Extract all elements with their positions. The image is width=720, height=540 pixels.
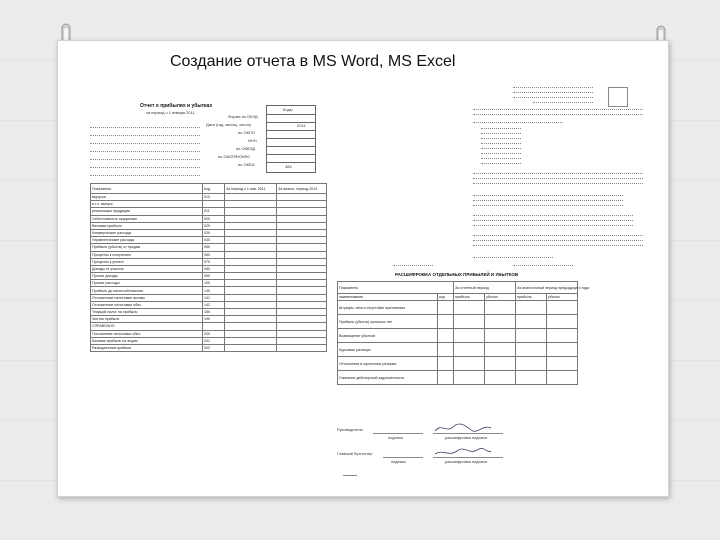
table-row xyxy=(91,287,327,294)
row-label: Коммерческие расходы xyxy=(91,229,203,236)
table-row xyxy=(91,301,327,308)
codes-label: Коды xyxy=(283,107,293,112)
row-code: 190 xyxy=(203,316,225,323)
row-code: 029 xyxy=(203,222,225,229)
col-header: Код xyxy=(203,184,225,194)
row-value-previous xyxy=(277,201,327,208)
row-cell xyxy=(454,329,485,343)
row-value-current xyxy=(225,244,277,251)
row-value-current xyxy=(225,229,277,236)
row-cell xyxy=(438,329,454,343)
table-row xyxy=(91,208,327,215)
row-code: 202 xyxy=(203,344,225,351)
row-cell xyxy=(516,329,547,343)
table-row xyxy=(338,343,578,357)
date-value: 2011 xyxy=(297,123,306,128)
signature-caption: расшифровка подписи xyxy=(445,435,488,440)
row-code: 040 xyxy=(203,237,225,244)
row-cell xyxy=(454,371,485,385)
row-cell xyxy=(438,343,454,357)
row-label: Проценты к получению xyxy=(91,251,203,258)
accountant-label: Главный бухгалтер xyxy=(337,451,373,456)
row-value-previous xyxy=(277,287,327,294)
table-row xyxy=(91,229,327,236)
row-value-current xyxy=(225,201,277,208)
row-value-current xyxy=(225,294,277,301)
row-value-current xyxy=(225,287,277,294)
row-value-previous xyxy=(277,215,327,222)
row-cell xyxy=(485,301,516,315)
row-value-current xyxy=(225,237,277,244)
table-row xyxy=(338,329,578,343)
table-row xyxy=(91,316,327,323)
row-label: СПРАВОЧНО xyxy=(91,323,203,330)
row-label: Отложенные налоговые активы xyxy=(91,294,203,301)
sub-header: прибыль xyxy=(454,294,485,301)
accountant-signature-icon xyxy=(433,445,493,459)
row-label: Отложенные налоговые обяз. xyxy=(91,301,203,308)
row-code: 030 xyxy=(203,229,225,236)
row-cell xyxy=(454,315,485,329)
row-value-previous xyxy=(277,344,327,351)
row-cell xyxy=(485,343,516,357)
row-value-current xyxy=(225,222,277,229)
row-code: 011 xyxy=(203,208,225,215)
row-cell xyxy=(485,371,516,385)
table-row xyxy=(91,215,327,222)
row-value-current xyxy=(225,208,277,215)
okei-value: 384 xyxy=(285,164,292,169)
row-label: Доходы от участия xyxy=(91,265,203,272)
row-value-current xyxy=(225,265,277,272)
row-cell xyxy=(547,343,578,357)
row-code: 201 xyxy=(203,337,225,344)
row-value-previous xyxy=(277,301,327,308)
table-row xyxy=(91,273,327,280)
row-code: 200 xyxy=(203,330,225,337)
okopf-label: по ОКОПФ/ОКФС xyxy=(218,154,251,159)
row-value-current xyxy=(225,309,277,316)
slide-title: Создание отчета в MS Word, MS Excel xyxy=(170,53,456,70)
row-value-previous xyxy=(277,294,327,301)
breakdown-heading: РАСШИФРОВКА ОТДЕЛЬНЫХ ПРИБЫЛЕЙ И УБЫТКОВ xyxy=(395,272,519,277)
row-cell xyxy=(438,371,454,385)
sub-header: код xyxy=(438,294,454,301)
row-code: 010 xyxy=(203,194,225,201)
row-code xyxy=(203,323,225,330)
table-row xyxy=(91,265,327,272)
row-code: 090 xyxy=(203,273,225,280)
table-row xyxy=(91,194,327,201)
form-subheading: за период с 1 января 2011 xyxy=(146,110,195,115)
date-label: Дата (год, месяц, число) xyxy=(206,122,252,127)
row-label: Курсовые разницы xyxy=(338,343,438,357)
col-header: За аналог. период 2010 xyxy=(277,184,327,194)
row-value-previous xyxy=(277,316,327,323)
row-value-current xyxy=(225,330,277,337)
codes-box xyxy=(266,105,316,173)
row-label: Чистая прибыль xyxy=(91,316,203,323)
col-header: За отчетный период xyxy=(454,282,516,294)
col-header: За период с 1 янв. 2011 xyxy=(225,184,277,194)
row-cell xyxy=(438,357,454,371)
row-cell xyxy=(438,315,454,329)
row-value-current xyxy=(225,194,277,201)
row-code: 050 xyxy=(203,244,225,251)
row-value-previous xyxy=(277,194,327,201)
table-row xyxy=(91,280,327,287)
form-heading: Отчет о прибылях и убытках xyxy=(140,103,213,109)
breakdown-form xyxy=(333,79,653,487)
row-label: реализация продукции xyxy=(91,208,203,215)
row-code xyxy=(203,201,225,208)
director-label: Руководитель xyxy=(337,427,363,432)
table-row xyxy=(91,222,327,229)
income-statement-form xyxy=(88,101,328,481)
row-value-current xyxy=(225,251,277,258)
okei-label: по ОКЕИ xyxy=(238,162,255,167)
table-row xyxy=(338,371,578,385)
row-label: Возмещение убытков xyxy=(338,329,438,343)
row-code: 150 xyxy=(203,309,225,316)
row-code: 140 xyxy=(203,287,225,294)
inn-label: ИНН xyxy=(248,138,257,143)
row-label: Управленческие расходы xyxy=(91,237,203,244)
row-value-previous xyxy=(277,330,327,337)
row-cell xyxy=(547,371,578,385)
row-code: 142 xyxy=(203,301,225,308)
row-label: Прочие расходы xyxy=(91,280,203,287)
row-label: Прибыль (убыток) прошлых лет xyxy=(338,315,438,329)
table-row xyxy=(91,344,327,351)
table-row xyxy=(91,258,327,265)
row-value-previous xyxy=(277,273,327,280)
row-value-current xyxy=(225,215,277,222)
income-table xyxy=(90,183,327,352)
row-cell xyxy=(454,301,485,315)
breakdown-table xyxy=(337,281,589,385)
table-row xyxy=(91,330,327,337)
table-row xyxy=(91,251,327,258)
row-cell xyxy=(516,357,547,371)
row-value-previous xyxy=(277,208,327,215)
row-cell xyxy=(547,329,578,343)
row-label: Базовая прибыль на акцию xyxy=(91,337,203,344)
row-cell xyxy=(454,343,485,357)
row-value-current xyxy=(225,316,277,323)
table-row xyxy=(338,301,578,315)
row-value-current xyxy=(225,337,277,344)
row-cell xyxy=(547,315,578,329)
right-header-stamp xyxy=(608,87,628,107)
row-value-previous xyxy=(277,229,327,236)
row-cell xyxy=(485,329,516,343)
okved-label: по ОКВЭД xyxy=(236,146,256,151)
table-row xyxy=(338,315,578,329)
row-label: Постоянные налоговые обяз. xyxy=(91,330,203,337)
row-code: 060 xyxy=(203,251,225,258)
row-cell xyxy=(516,301,547,315)
table-row xyxy=(91,201,327,208)
row-value-previous xyxy=(277,222,327,229)
row-value-current xyxy=(225,344,277,351)
table-row xyxy=(91,237,327,244)
row-value-previous xyxy=(277,323,327,330)
row-value-current xyxy=(225,273,277,280)
row-cell xyxy=(485,315,516,329)
sub-header: убыток xyxy=(547,294,578,301)
row-value-current xyxy=(225,301,277,308)
row-value-previous xyxy=(277,309,327,316)
okud-label: Форма по ОКУД xyxy=(228,114,258,119)
row-label: Отчисления в оценочные резервы xyxy=(338,357,438,371)
row-value-previous xyxy=(277,244,327,251)
table-row xyxy=(91,244,327,251)
row-value-current xyxy=(225,323,277,330)
row-label: выручка xyxy=(91,194,203,201)
col-header: Показатель xyxy=(91,184,203,194)
row-value-current xyxy=(225,258,277,265)
row-label: Прибыль до налогообложения xyxy=(91,287,203,294)
row-value-previous xyxy=(277,237,327,244)
sub-header: прибыль xyxy=(516,294,547,301)
row-value-previous xyxy=(277,258,327,265)
row-label: Разводненная прибыль xyxy=(91,344,203,351)
row-value-current xyxy=(225,280,277,287)
row-label: Себестоимость проданных xyxy=(91,215,203,222)
row-label: Текущий налог на прибыль xyxy=(91,309,203,316)
row-cell xyxy=(454,357,485,371)
row-cell xyxy=(547,357,578,371)
row-code: 020 xyxy=(203,215,225,222)
row-cell xyxy=(516,343,547,357)
sub-header: наименование xyxy=(338,294,438,301)
row-value-previous xyxy=(277,337,327,344)
signature-caption: расшифровка подписи xyxy=(445,459,488,464)
table-row xyxy=(91,337,327,344)
row-value-previous xyxy=(277,265,327,272)
col-header: Показатель xyxy=(338,282,454,294)
row-label: в т.ч. выпуск xyxy=(91,201,203,208)
slide xyxy=(57,40,669,497)
row-label: Прибыль (убыток) от продаж xyxy=(91,244,203,251)
row-value-previous xyxy=(277,280,327,287)
row-label: Проценты к уплате xyxy=(91,258,203,265)
row-label: Валовая прибыль xyxy=(91,222,203,229)
row-label: Штрафы, пени и неустойки признанные xyxy=(338,301,438,315)
sub-header: убыток xyxy=(485,294,516,301)
table-row xyxy=(91,323,327,330)
row-cell xyxy=(516,315,547,329)
row-value-previous xyxy=(277,251,327,258)
row-label: Списание дебиторской задолженности xyxy=(338,371,438,385)
director-signature-icon xyxy=(433,421,493,435)
signature-caption: подпись xyxy=(391,459,407,464)
row-cell xyxy=(438,301,454,315)
table-row xyxy=(338,357,578,371)
row-cell xyxy=(547,301,578,315)
col-header: За аналогичный период предыдущего года xyxy=(516,282,578,294)
table-row xyxy=(91,309,327,316)
table-row xyxy=(91,294,327,301)
row-cell xyxy=(485,357,516,371)
signature-caption: подпись xyxy=(388,435,404,440)
row-code: 080 xyxy=(203,265,225,272)
row-code: 070 xyxy=(203,258,225,265)
okpo-label: по ОКПО xyxy=(238,130,255,135)
row-label: Прочие доходы xyxy=(91,273,203,280)
row-code: 100 xyxy=(203,280,225,287)
row-code: 141 xyxy=(203,294,225,301)
row-cell xyxy=(516,371,547,385)
